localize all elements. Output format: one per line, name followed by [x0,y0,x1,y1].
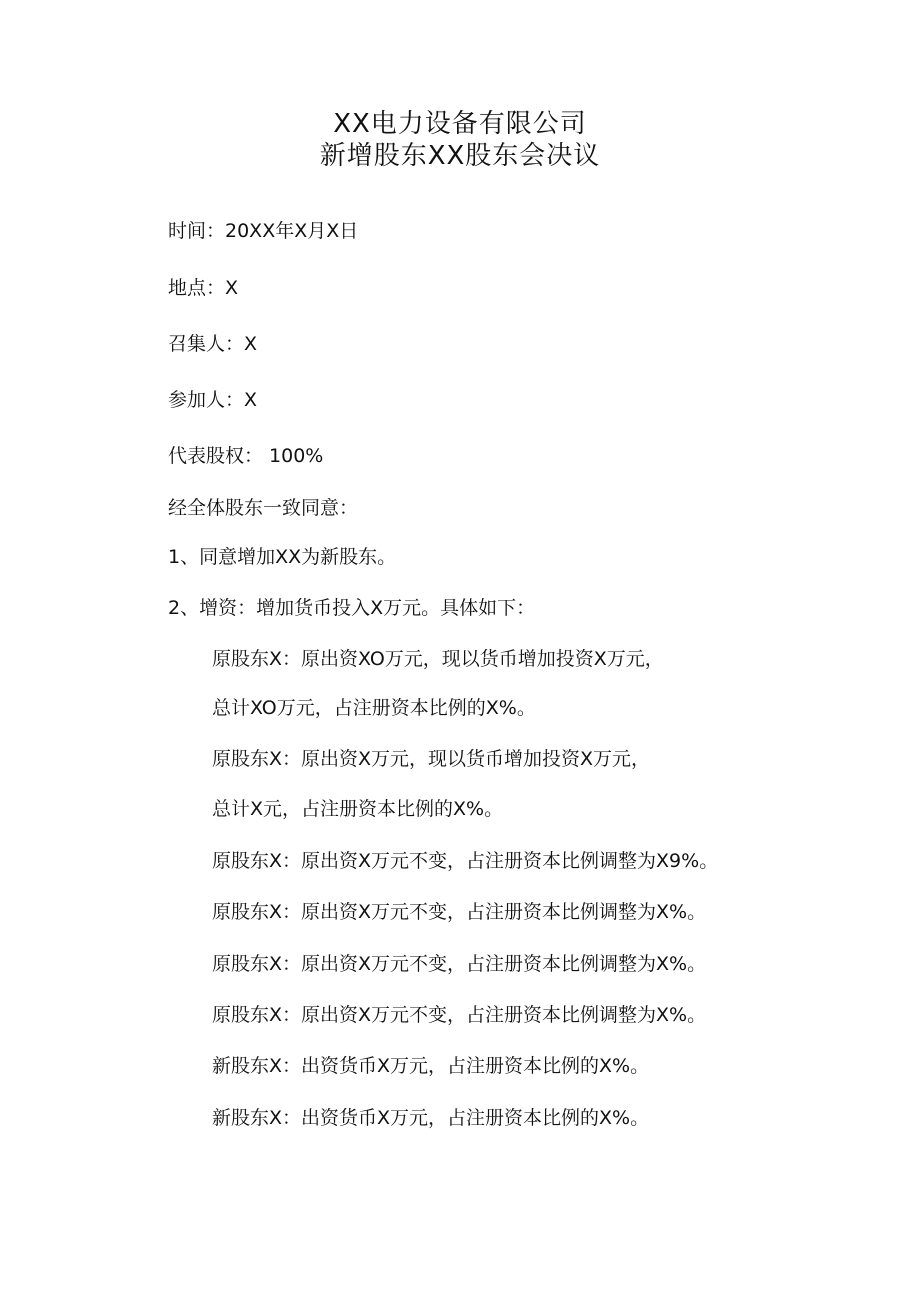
shareholder-detail: 原股东X：原出资X万元不变，占注册资本比例调整为X%。 [212,901,707,923]
represented-equity: 代表股权： 100% [168,445,324,467]
meeting-convener: 召集人：X [168,333,258,355]
shareholder-detail: 新股东X：出资货币X万元，占注册资本比例的X%。 [212,1055,650,1077]
shareholder-detail: 原股东X：原出资X万元，现以货币增加投资X万元， [212,748,651,770]
shareholder-detail: 总计X元，占注册资本比例的X%。 [212,798,504,820]
shareholder-detail: 原股东X：原出资X万元不变，占注册资本比例调整为X9%。 [212,850,719,872]
shareholder-detail: 总计XO万元，占注册资本比例的X%。 [212,697,536,719]
shareholder-detail: 原股东X：原出资X万元不变，占注册资本比例调整为X%。 [212,1004,707,1026]
company-title: XX电力设备有限公司 [333,109,587,139]
meeting-time: 时间：20XX年X月X日 [168,220,359,242]
shareholder-detail: 原股东X：原出资X万元不变，占注册资本比例调整为X%。 [212,953,707,975]
shareholder-detail: 原股东X：原出资XO万元，现以货币增加投资X万元， [212,648,664,670]
resolution-title: 新增股东XX股东会决议 [319,141,601,171]
shareholder-detail: 新股东X：出资货币X万元，占注册资本比例的X%。 [212,1107,650,1129]
resolution-item: 2、增资：增加货币投入X万元。具体如下： [168,597,536,619]
meeting-attendees: 参加人：X [168,389,258,411]
resolution-intro: 经全体股东一致同意： [168,497,359,519]
meeting-place: 地点：X [168,277,239,299]
resolution-item: 1、同意增加XX为新股东。 [168,546,397,568]
